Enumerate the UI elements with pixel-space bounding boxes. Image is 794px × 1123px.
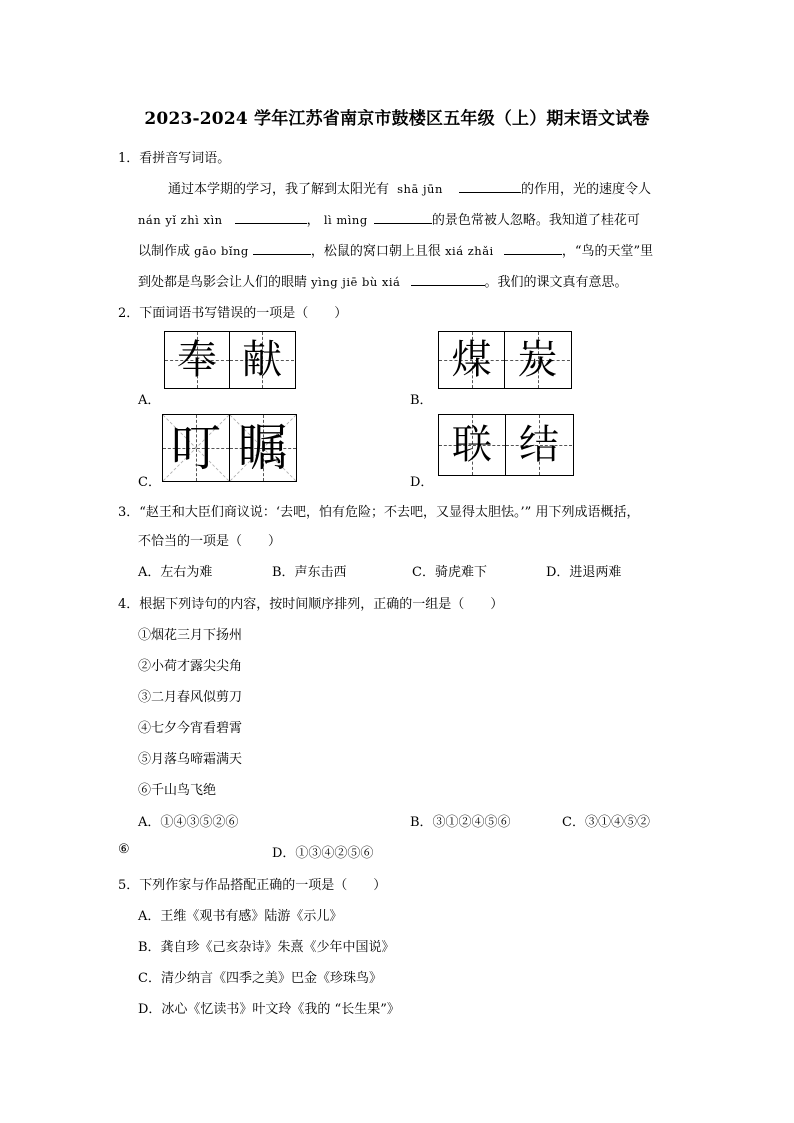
tian-grid-cell [439, 332, 505, 388]
grid-character: 瞩 [238, 419, 288, 477]
pinyin-prompt: shā jūn [397, 182, 443, 196]
answer-blank[interactable] [459, 178, 521, 193]
q1-text: ，松鼠的窝口朝上且很 [310, 244, 441, 259]
grid-character: 结 [519, 422, 559, 468]
q5-stem: 5．下列作家与作品搭配正确的一项是（ ） [118, 878, 387, 893]
pinyin-prompt: xiá zhǎi [445, 244, 494, 258]
grid-character: 奉 [177, 337, 217, 383]
q1-text: 的景色常被人忽略。我知道了桂花可 [431, 213, 640, 228]
answer-blank[interactable] [504, 240, 562, 255]
grid-character: 炭 [517, 337, 558, 383]
pinyin-prompt: nán yǐ zhì xìn [138, 213, 223, 227]
q3-stem-line-1: 3．“赵王和大臣们商议说：‘去吧，怕有危险；不去吧，又显得太胆怯。’” 用下列成语概括， [118, 505, 640, 520]
poem-line-item: ⑤月落乌啼霜满天 [138, 752, 243, 767]
pinyin-prompt: yìng jiē bù xiá [311, 275, 401, 289]
tian-grid-cell [439, 415, 506, 475]
tian-grid-cell [163, 415, 230, 481]
option-b-grid[interactable] [438, 331, 572, 389]
poem-line-item: ②小荷才露尖尖角 [138, 659, 243, 674]
tian-grid-cell [505, 332, 570, 388]
q1-text: 通过本学期的学习，我了解到太阳光有 [168, 182, 390, 197]
q3-option-c[interactable]: C．骑虎难下 [412, 565, 487, 580]
q1-line-3 [138, 240, 653, 259]
answer-blank[interactable] [253, 240, 311, 255]
q4-option-c-continued[interactable]: ⑥ [118, 842, 130, 857]
grid-character: 献 [242, 337, 282, 383]
q1-text: ， [306, 213, 320, 228]
q2-stem: 2．下面词语书写错误的一项是（ ） [118, 306, 348, 321]
q4-option-b[interactable]: B．③①②④⑤⑥ [410, 815, 511, 830]
q1-text: 的作用，光的速度令人 [521, 182, 652, 197]
tian-grid-cell [165, 332, 230, 388]
q5-option-b[interactable]: B．龚自珍《己亥杂诗》朱熹《少年中国说》 [138, 940, 395, 955]
option-c-grid[interactable] [162, 414, 297, 482]
option-a-grid[interactable] [164, 331, 296, 389]
q1-stem: 1．看拼音写词语。 [118, 151, 231, 166]
q1-text: ，“鸟的天堂”里 [561, 244, 654, 259]
answer-blank[interactable] [235, 209, 307, 224]
q1-text: 到处都是鸟影会让人们的眼睛 [138, 275, 308, 290]
tian-grid-cell [230, 415, 296, 481]
tian-grid-cell [506, 415, 572, 475]
q1-text: 以制作成 [138, 244, 191, 259]
option-d-grid[interactable] [438, 414, 574, 476]
grid-character: 煤 [451, 337, 492, 383]
q4-stem: 4．根据下列诗句的内容，按时间顺序排列，正确的一组是（ ） [118, 597, 504, 612]
q1-text: 。我们的课文真有意思。 [484, 275, 628, 290]
q1-line-1 [168, 178, 651, 197]
exam-title: 2023-2024 学年江苏省南京市鼓楼区五年级（上）期末语文试卷 [144, 109, 650, 129]
q4-option-a[interactable]: A．①④③⑤②⑥ [138, 815, 239, 830]
poem-line-item: ④七夕今宵看碧霄 [138, 721, 243, 736]
q4-option-d[interactable]: D．①③④②⑤⑥ [272, 846, 374, 861]
answer-blank[interactable] [374, 209, 432, 224]
option-b-label: B． [410, 393, 433, 408]
poem-line-item: ①烟花三月下扬州 [138, 628, 243, 643]
grid-character: 叮 [171, 419, 221, 477]
q5-option-a[interactable]: A．王维《观书有感》陆游《示儿》 [138, 909, 343, 924]
q3-option-b[interactable]: B．声东击西 [272, 565, 347, 580]
q5-option-d[interactable]: D．冰心《忆读书》叶文玲《我的 “长生果”》 [138, 1002, 400, 1017]
option-a-label: A． [138, 393, 161, 408]
poem-line-item: ⑥千山鸟飞绝 [138, 783, 217, 798]
q5-option-c[interactable]: C．清少纳言《四季之美》巴金《珍珠鸟》 [138, 971, 382, 986]
q3-option-d[interactable]: D．进退两难 [546, 565, 622, 580]
q1-line-2 [138, 209, 640, 228]
option-d-label: D． [410, 475, 434, 490]
q3-option-a[interactable]: A．左右为难 [138, 565, 213, 580]
tian-grid-cell [230, 332, 294, 388]
q3-stem-line-2: 不恰当的一项是（ ） [138, 534, 282, 549]
answer-blank[interactable] [411, 271, 485, 286]
pinyin-prompt: lì mìng [323, 213, 368, 227]
q1-line-4 [138, 271, 628, 290]
q4-option-c[interactable]: C．③①④⑤② [562, 815, 650, 830]
pinyin-prompt: gāo bǐng [194, 244, 249, 258]
grid-character: 联 [452, 422, 492, 468]
option-c-label: C． [138, 475, 161, 490]
poem-line-item: ③二月春风似剪刀 [138, 690, 243, 705]
